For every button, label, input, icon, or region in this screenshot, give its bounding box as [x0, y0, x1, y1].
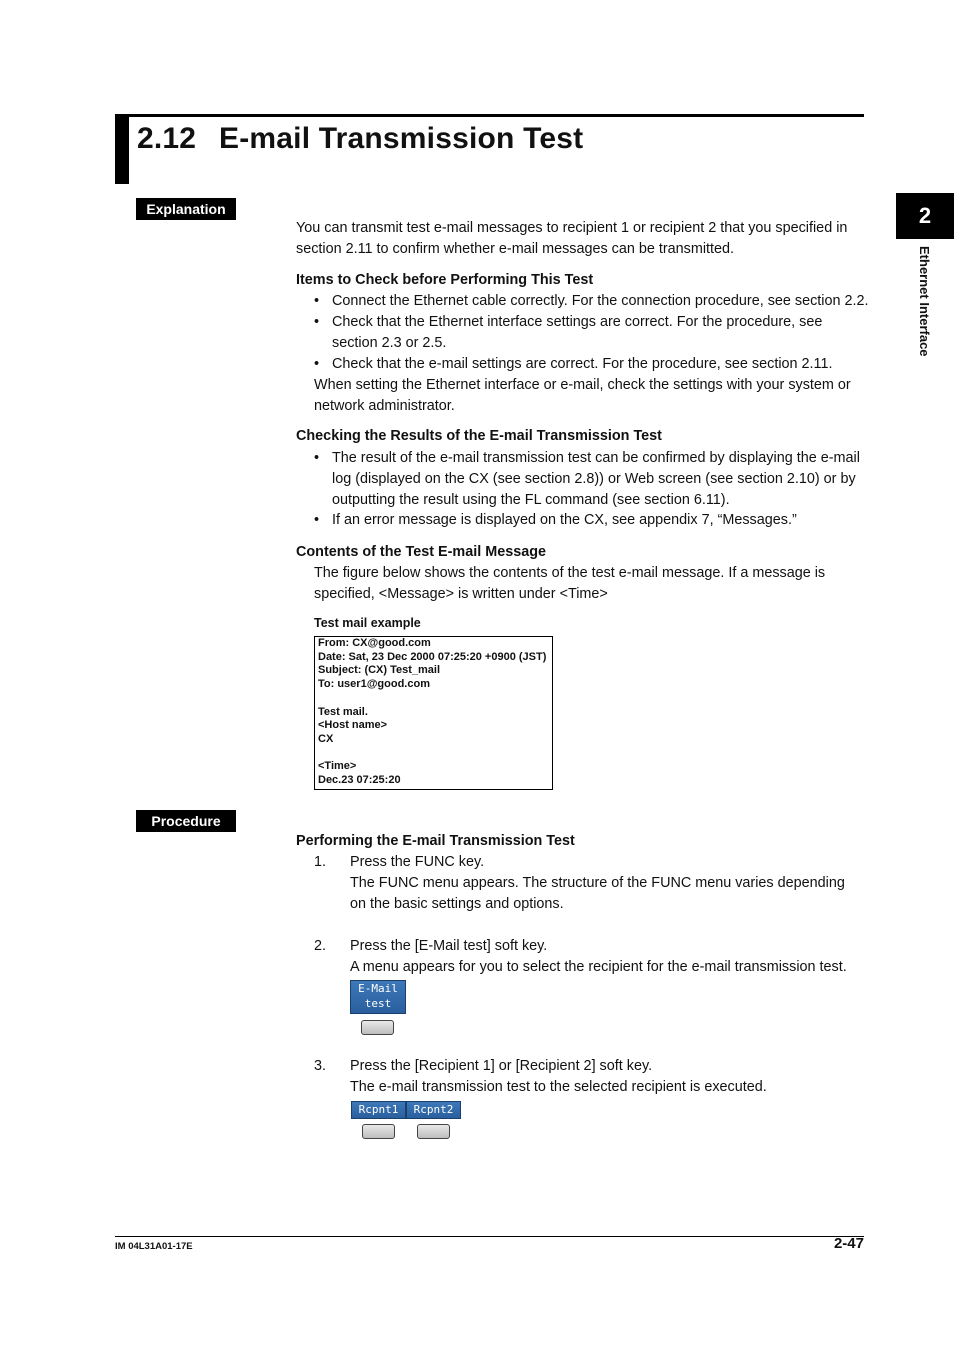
email-test-softkey-button[interactable] [361, 1020, 394, 1035]
softkey-line: test [364, 997, 392, 1010]
bullet-text: section 2.3 or 2.5. [332, 335, 447, 351]
page-title [137, 122, 583, 156]
step-number: 3. [314, 1058, 327, 1074]
chapter-tab [896, 193, 954, 239]
step-number: 2. [314, 938, 327, 954]
document-code: IM 04L31A01-17E [115, 1241, 193, 1252]
intro-line: section 2.11 to confirm whether e-mail messages can be transmitted. [296, 241, 735, 257]
footer-rule [115, 1236, 864, 1237]
note-line: network administrator. [314, 398, 455, 414]
recipient1-softkey-button[interactable] [362, 1124, 395, 1139]
page-number: 2-47 [833, 1235, 864, 1252]
contents-heading: Contents of the Test E-mail Message [296, 544, 547, 560]
note-line: When setting the Ethernet interface or e-mail, check the settings with your system or [314, 377, 851, 393]
section-title: E-mail Transmission Test [219, 122, 584, 155]
bullet-marker: • [314, 293, 320, 309]
mail-line: Test mail. [318, 705, 368, 718]
step-text: Press the [Recipient 1] or [Recipient 2] soft key. [350, 1058, 653, 1074]
step-text: Press the FUNC key. [350, 854, 485, 870]
bullet-marker: • [314, 356, 320, 372]
checking-results-heading: Checking the Results of the E-mail Transmission Test [296, 428, 662, 444]
step-number: 1. [314, 854, 327, 870]
title-bar [115, 114, 129, 184]
step-detail: The e-mail transmission test to the selected recipient is executed. [350, 1079, 767, 1095]
mail-line: CX [318, 732, 334, 745]
bullet-marker: • [314, 450, 320, 466]
mail-line: <Host name> [318, 719, 388, 732]
bullet-text: Check that the Ethernet interface settings are correct. For the procedure, see [332, 314, 823, 330]
email-test-softkey-label [350, 980, 406, 1014]
softkey-line: Rcpnt1 [358, 1103, 399, 1116]
explanation-label: Explanation [136, 198, 236, 220]
step-text: Press the [E-Mail test] soft key. [350, 938, 548, 954]
mail-example-caption: Test mail example [314, 616, 421, 630]
recipient2-softkey-label [406, 1101, 461, 1119]
bullet-marker: • [314, 314, 320, 330]
mail-line: <Time> [318, 760, 357, 773]
step-detail: on the basic settings and options. [350, 896, 564, 912]
softkey-line: E-Mail [358, 982, 398, 995]
step-detail: A menu appears for you to select the recipient for the e-mail transmission test. [350, 959, 847, 975]
procedure-label: Procedure [136, 810, 236, 832]
chapter-tab-label: Ethernet Interface [917, 246, 932, 357]
mail-line: Subject: (CX) Test_mail [318, 664, 441, 677]
intro-line: You can transmit test e-mail messages to recipient 1 or recipient 2 that you specified in [296, 220, 848, 236]
bullet-text: Connect the Ethernet cable correctly. For the connection procedure, see section 2.2. [332, 293, 869, 309]
section-number: 2.12 [137, 122, 197, 155]
recipient1-softkey-label [351, 1101, 406, 1119]
mail-example-box [314, 636, 553, 790]
mail-line: From: CX@good.com [318, 637, 431, 649]
mail-line: To: user1@good.com [318, 678, 430, 691]
bullet-text: outputting the result using the FL command (see section 6.11). [332, 492, 730, 508]
bullet-text: If an error message is displayed on the CX, see appendix 7, “Messages.” [332, 512, 797, 528]
softkey-line: Rcpnt2 [413, 1103, 454, 1116]
bullet-text: The result of the e-mail transmission test can be confirmed by displaying the e-mail [332, 450, 860, 466]
bullet-text: log (displayed on the CX (see section 2.8)) or Web screen (see section 2.10) or by [332, 471, 856, 487]
chapter-number: 2 [918, 203, 932, 228]
mail-line: Dec.23 07:25:20 [318, 774, 401, 786]
items-check-heading: Items to Check before Performing This Test [296, 272, 594, 288]
step-detail: The FUNC menu appears. The structure of the FUNC menu varies depending [350, 875, 845, 891]
title-rule [115, 114, 864, 117]
contents-line: specified, <Message> is written under <Time> [314, 586, 608, 602]
bullet-marker: • [314, 512, 320, 528]
bullet-text: Check that the e-mail settings are correct. For the procedure, see section 2.11. [332, 356, 833, 372]
procedure-heading: Performing the E-mail Transmission Test [296, 833, 575, 849]
mail-line: Date: Sat, 23 Dec 2000 07:25:20 +0900 (JST) [318, 650, 547, 663]
recipient2-softkey-button[interactable] [417, 1124, 450, 1139]
contents-line: The figure below shows the contents of the test e-mail message. If a message is [314, 565, 826, 581]
